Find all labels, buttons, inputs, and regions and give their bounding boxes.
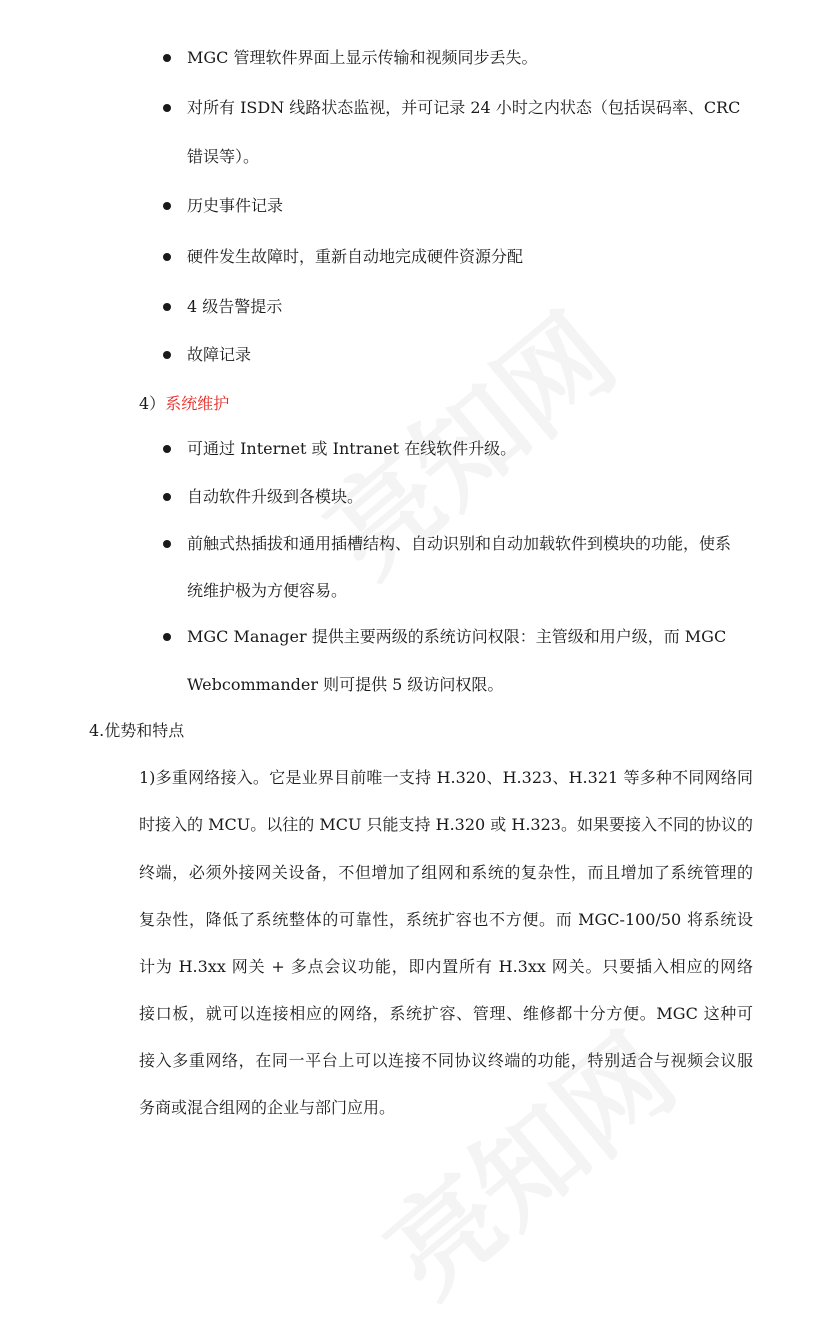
paragraph-line: 复杂性，降低了系统整体的可靠性，系统扩容也不方便。而 MGC-100/50 将系统设	[139, 910, 753, 929]
paragraph-line: 终端，必须外接网关设备，不但增加了组网和系统的复杂性，而且增加了系统管理的	[139, 863, 753, 882]
watermark-bottom	[348, 992, 702, 1325]
section-title: 系统维护	[165, 394, 230, 413]
paragraph-line: 计为 H.3xx 网关 + 多点会议功能，即内置所有 H.3xx 网关。只要插入相应的网络	[139, 957, 753, 976]
bullet-dot-icon	[163, 54, 171, 62]
paragraph-line: 接口板，就可以连接相应的网络，系统扩容、管理、维修都十分方便。MGC 这种可	[139, 1004, 753, 1023]
bullet-dot-icon	[163, 540, 171, 548]
paragraph-line: 1)多重网络接入。它是业界目前唯一支持 H.320、H.323、H.321 等多种不同网络同	[139, 768, 753, 787]
bullet-text: 可通过 Internet 或 Intranet 在线软件升级。	[187, 439, 517, 458]
section-heading	[139, 392, 229, 416]
bullet-continuation: Webcommander 则可提供 5 级访问权限。	[187, 675, 504, 694]
bullet-text: 历史事件记录	[187, 196, 284, 215]
paragraph-line: 接入多重网络，在同一平台上可以连接不同协议终端的功能，特别适合与视频会议服	[139, 1051, 753, 1070]
bullet-dot-icon	[163, 104, 171, 112]
bullet-dot-icon	[163, 633, 171, 641]
bullet-text: 自动软件升级到各模块。	[187, 487, 364, 506]
bullet-text: 硬件发生故障时，重新自动地完成硬件资源分配	[187, 247, 524, 266]
bullet-text: 对所有 ISDN 线路状态监视，并可记录 24 小时之内状态（包括误码率、CRC	[187, 98, 741, 117]
bullet-dot-icon	[163, 445, 171, 453]
bullet-dot-icon	[163, 303, 171, 311]
bullet-continuation: 错误等）。	[187, 147, 260, 166]
bullet-dot-icon	[163, 351, 171, 359]
bullet-dot-icon	[163, 493, 171, 501]
bullet-text: 故障记录	[187, 345, 252, 364]
bullet-dot-icon	[163, 253, 171, 261]
paragraph-line: 时接入的 MCU。以往的 MCU 只能支持 H.320 或 H.323。如果要接入不同的协议的	[139, 815, 753, 834]
bullet-text: MGC Manager 提供主要两级的系统访问权限：主管级和用户级，而 MGC	[187, 627, 727, 646]
heading: 4.优势和特点	[89, 721, 185, 740]
bullet-text: 4 级告警提示	[187, 297, 283, 316]
bullet-text: MGC 管理软件界面上显示传输和视频同步丢失。	[187, 48, 538, 67]
bullet-continuation: 统维护极为方便容易。	[187, 581, 348, 600]
bullet-text: 前触式热插拔和通用插槽结构、自动识别和自动加载软件到模块的功能，使系	[187, 534, 732, 553]
section-number: 4）	[139, 394, 166, 413]
bullet-dot-icon	[163, 202, 171, 210]
paragraph-line: 务商或混合组网的企业与部门应用。	[139, 1098, 396, 1117]
